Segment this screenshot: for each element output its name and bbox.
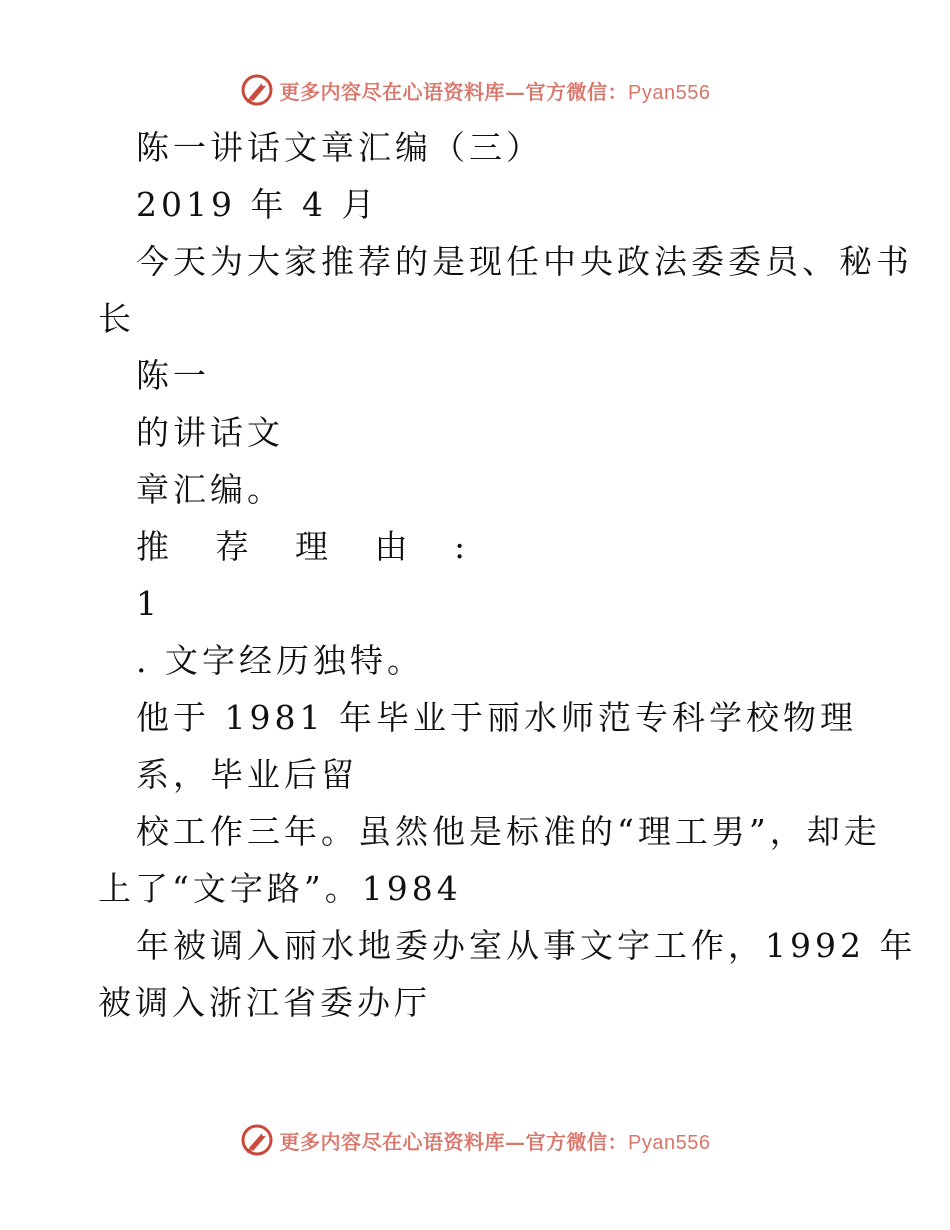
watermark-main-text: 更多内容尽在心语资料库 [279, 1129, 506, 1154]
watermark-dash: — [505, 79, 526, 104]
paragraph-line: 章汇编。 [136, 470, 284, 509]
watermark-group [240, 1123, 711, 1157]
section-heading: 推 荐 理 由 : [136, 527, 484, 566]
paragraph-line: 陈一 [136, 356, 210, 395]
pen-logo-icon [240, 1123, 274, 1157]
header-watermark [0, 70, 950, 110]
watermark-wechat-id: Pyan556 [628, 81, 711, 104]
paragraph-line: 长 [98, 299, 135, 338]
paragraph-line: 年被调入丽水地委办室从事文字工作，1992 年 [136, 926, 917, 965]
document-date: 2019 年 4 月 [136, 185, 379, 224]
watermark-wechat-id: Pyan556 [628, 1131, 711, 1154]
list-number: 1 [136, 584, 161, 623]
paragraph-line: 系，毕业后留 [136, 755, 358, 794]
pen-logo-icon [240, 73, 274, 107]
footer-watermark [0, 1120, 950, 1160]
paragraph-line: 今天为大家推荐的是现任中央政法委委员、秘书 [136, 242, 913, 281]
watermark-group [240, 73, 711, 107]
paragraph-line: 的讲话文 [136, 413, 284, 452]
watermark-text [280, 76, 711, 105]
paragraph-line: 校工作三年。虽然他是标准的“理工男”，却走 [136, 812, 881, 851]
paragraph-line: 他于 1981 年毕业于丽水师范专科学校物理 [136, 698, 857, 737]
watermark-official-label: 官方微信： [525, 79, 629, 104]
watermark-official-label: 官方微信： [525, 1129, 629, 1154]
watermark-main-text: 更多内容尽在心语资料库 [279, 79, 506, 104]
paragraph-line: 上了“文字路”。1984 [98, 869, 462, 908]
document-title: 陈一讲话文章汇编（三） [136, 128, 543, 167]
paragraph-line: 被调入浙江省委办厅 [98, 983, 431, 1022]
paragraph-line: . 文字经历独特。 [136, 641, 424, 680]
watermark-dash: — [505, 1129, 526, 1154]
watermark-text [280, 1126, 711, 1155]
